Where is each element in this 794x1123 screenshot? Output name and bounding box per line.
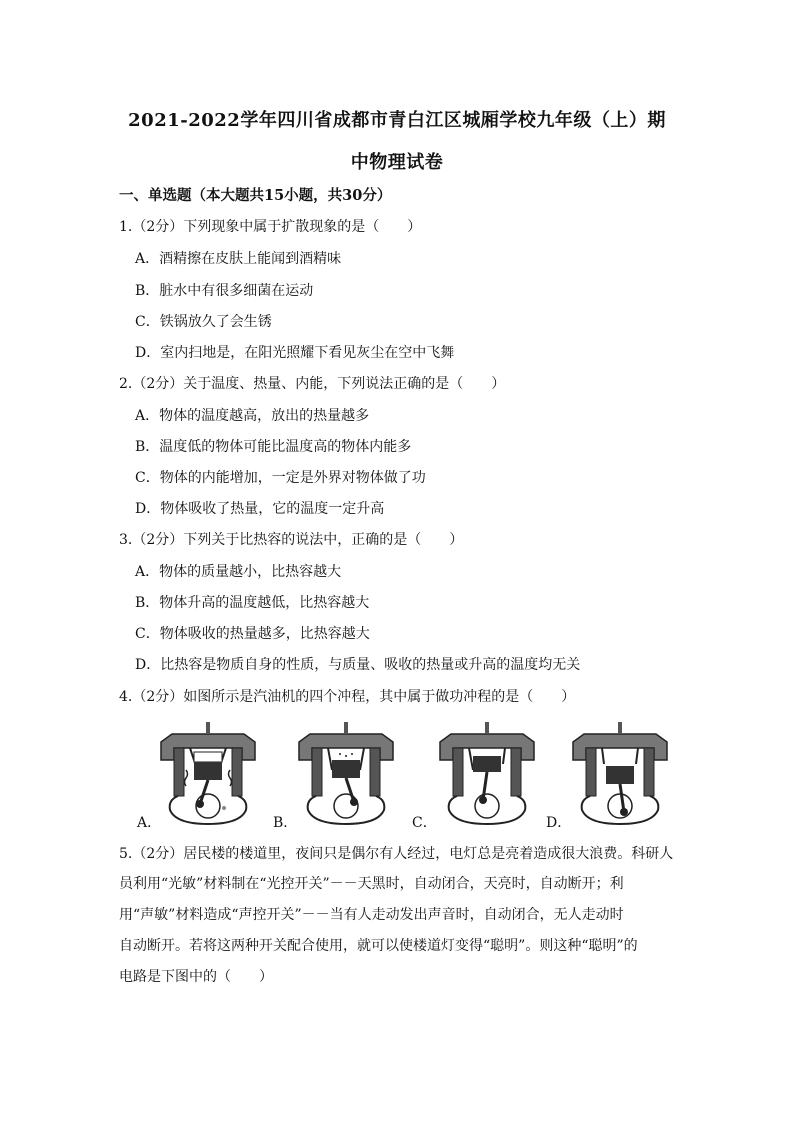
q5-line1: 5.（2分）居民楼的楼道里，夜间只是偶尔有人经过，电灯总是亮着造成很大浪费。科研人 [119, 846, 674, 862]
q5-line3: 用“声敏”材料造成“声控开关”－－当有人走动发出声音时，自动闭合，无人走动时 [119, 907, 624, 923]
section-heading: 一、单选题（本大题共15小题，共30分） [119, 187, 392, 204]
q3-option-b: B．物体升高的温度越低，比热容越大 [135, 595, 370, 611]
q2-option-d: D．物体吸收了热量，它的温度一定升高 [135, 501, 385, 517]
exam-title-line1: 2021-2022学年四川省成都市青白江区城厢学校九年级（上）期 [128, 110, 666, 131]
q3-option-a: A．物体的质量越小，比热容越大 [135, 564, 342, 580]
q1-option-a: A．酒精擦在皮肤上能闻到酒精味 [135, 251, 342, 267]
q5-line2: 员利用“光敏”材料制在“光控开关”－－天黑时，自动闭合，天亮时，自动断开；利 [119, 876, 624, 892]
q1-option-d: D．室内扫地是，在阳光照耀下看见灰尘在空中飞舞 [135, 345, 455, 361]
q5-line5: 电路是下图中的（ ） [119, 969, 273, 985]
engine-label-a: A． [137, 815, 162, 831]
q3-option-d: D．比热容是物质自身的性质，与质量、吸收的热量或升高的温度均无关 [135, 657, 581, 673]
q2-option-b: B．温度低的物体可能比温度高的物体内能多 [135, 439, 412, 455]
engine-label-b: B． [273, 815, 298, 831]
q2-option-c: C．物体的内能增加，一定是外界对物体做了功 [135, 470, 426, 486]
engine-diagram-b [296, 720, 396, 825]
q1-option-b: B．脏水中有很多细菌在运动 [135, 283, 314, 299]
engine-diagram-c [437, 720, 537, 825]
q2-stem: 2.（2分）关于温度、热量、内能，下列说法正确的是（ ） [119, 376, 506, 392]
q5-line4: 自动断开。若将这两种开关配合使用，就可以使楼道灯变得“聪明”。则这种“聪明”的 [119, 938, 638, 954]
q4-stem: 4.（2分）如图所示是汽油机的四个冲程，其中属于做功冲程的是（ ） [119, 689, 576, 705]
engine-label-c: C． [412, 815, 437, 831]
engine-label-d: D． [546, 815, 572, 831]
q1-stem: 1.（2分）下列现象中属于扩散现象的是（ ） [119, 219, 422, 235]
q3-stem: 3.（2分）下列关于比热容的说法中，正确的是（ ） [119, 532, 464, 548]
q3-option-c: C．物体吸收的热量越多，比热容越大 [135, 626, 370, 642]
q2-option-a: A．物体的温度越高，放出的热量越多 [135, 408, 370, 424]
engine-diagram-d [570, 720, 670, 825]
engine-diagram-a [158, 720, 258, 825]
q1-option-c: C．铁锅放久了会生锈 [135, 314, 272, 330]
exam-title-line2: 中物理试卷 [350, 152, 444, 173]
